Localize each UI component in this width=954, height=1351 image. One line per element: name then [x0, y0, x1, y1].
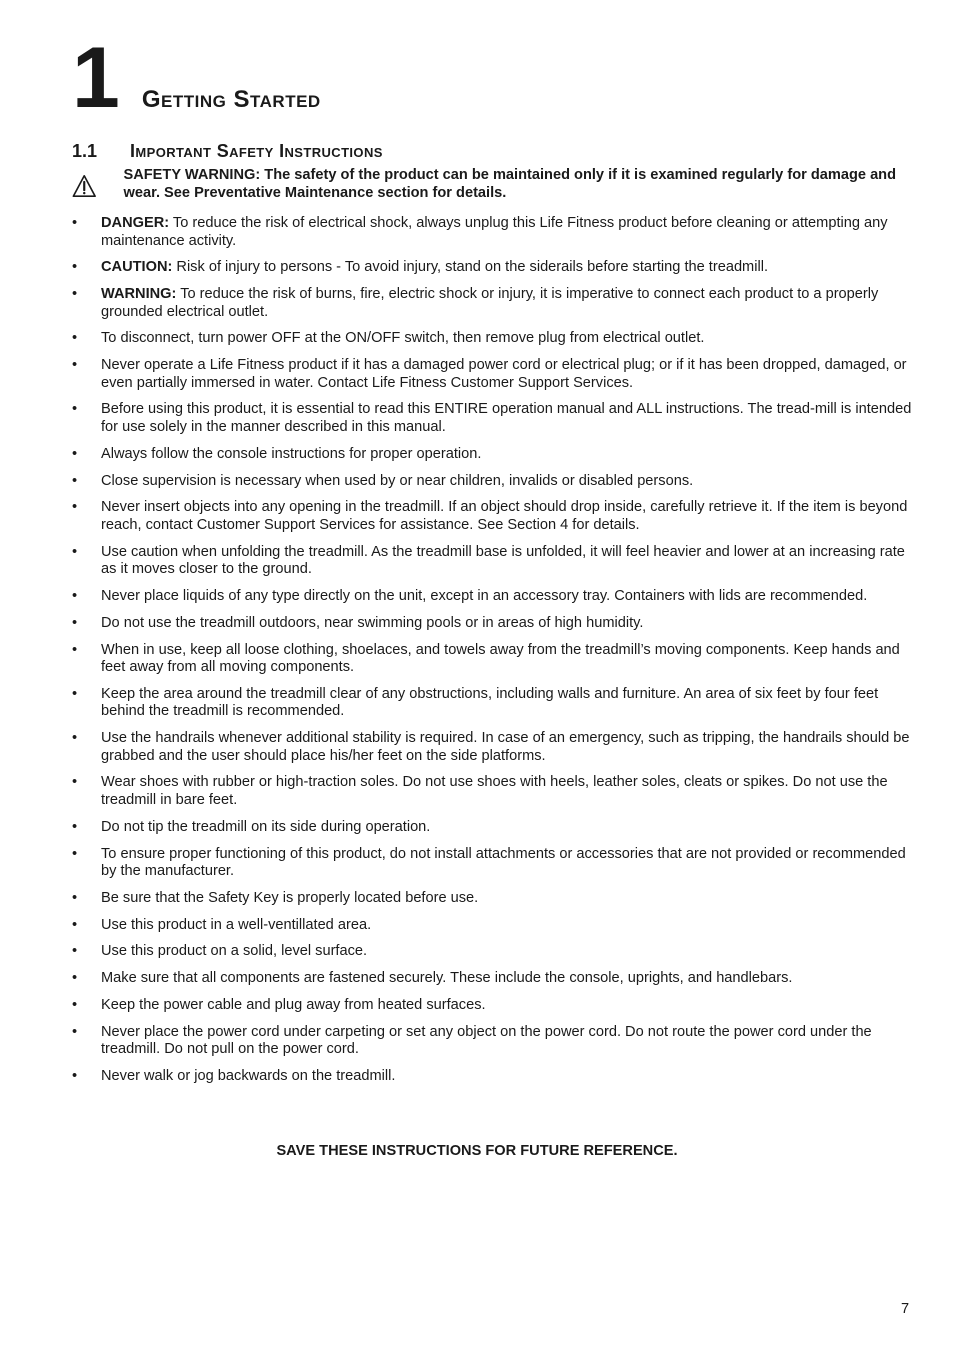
- instruction-label: WARNING:: [101, 286, 177, 303]
- bullet-marker: •: [72, 543, 78, 560]
- bullet-marker: •: [72, 499, 78, 516]
- instruction-text: Never insert objects into any opening in the treadmill. If an object should drop inside, carefully retrieve it. If the item is beyond reach, contact Customer Support Services for assistance. See Section 4 for details.: [101, 499, 908, 533]
- safety-warning: [72, 167, 912, 204]
- instruction-text: Do not use the treadmill outdoors, near swimming pools or in areas of high humidity.: [101, 614, 644, 631]
- section-number: 1.1: [72, 141, 98, 161]
- instruction-item: [72, 401, 912, 436]
- instruction-item: [72, 446, 912, 464]
- instruction-item: [72, 499, 912, 534]
- instruction-item: [72, 357, 912, 392]
- safety-warning-text: SAFETY WARNING: The safety of the product can be maintained only if it is examined regularly for damage and wear. See Preventative Maintenance section for details.: [123, 167, 897, 201]
- instruction-label: CAUTION:: [101, 259, 173, 276]
- instruction-item: [72, 943, 912, 961]
- bullet-marker: •: [72, 215, 78, 231]
- chapter-heading: [72, 30, 321, 126]
- bullet-marker: •: [72, 1068, 78, 1085]
- instruction-text: Never place liquids of any type directly on the unit, except in an accessory tray. Containers with lids are recommended.: [101, 587, 868, 604]
- instruction-text: Close supervision is necessary when used by or near children, invalids or disabled persons.: [101, 472, 694, 489]
- bullet-marker: •: [72, 286, 78, 303]
- instruction-item: [72, 997, 912, 1015]
- instruction-text: Never operate a Life Fitness product if it has a damaged power cord or electrical plug; or if it has been dropped, damaged, or even partially immersed in water. Contact Life Fitness Customer Support Services.: [101, 357, 907, 391]
- instruction-text: Keep the power cable and plug away from heated surfaces.: [101, 997, 486, 1014]
- instruction-text: Never walk or jog backwards on the treadmill.: [101, 1068, 396, 1085]
- instruction-item: [72, 774, 912, 809]
- instruction-item: [72, 259, 912, 277]
- instruction-item: [72, 1024, 912, 1059]
- warning-triangle-icon: [72, 168, 96, 204]
- instruction-item: [72, 473, 912, 491]
- page-number: 7: [901, 1301, 910, 1317]
- instruction-text: To reduce the risk of burns, fire, electric shock or injury, it is imperative to connect each product to a properly grounded electrical outlet.: [101, 286, 879, 320]
- instruction-text: Do not tip the treadmill on its side during operation.: [101, 818, 431, 835]
- instruction-text: Use caution when unfolding the treadmill. As the treadmill base is unfolded, it will feel heavier and lower at an increasing rate as it moves closer to the ground.: [101, 543, 905, 578]
- bullet-marker: •: [72, 401, 78, 418]
- instruction-text: Make sure that all components are fastened securely. These include the console, uprights, and handlebars.: [101, 970, 793, 987]
- bullet-marker: •: [72, 970, 78, 987]
- instruction-item: [72, 642, 912, 677]
- bullet-marker: •: [72, 997, 78, 1014]
- instruction-text: Never place the power cord under carpeting or set any object on the power cord. Do not route the power cord under the treadmill. Do not pull on the power cord.: [101, 1023, 872, 1058]
- instruction-text: Wear shoes with rubber or high-traction soles. Do not use shoes with heels, leather soles, cleats or spikes. Do not use the treadmill in bare feet.: [101, 774, 888, 808]
- chapter-number: 1: [72, 30, 118, 126]
- bullet-marker: •: [72, 916, 78, 933]
- instruction-item: [72, 215, 912, 250]
- bullet-marker: •: [72, 472, 78, 489]
- instruction-item: [72, 917, 912, 935]
- instruction-text: To disconnect, turn power OFF at the ON/OFF switch, then remove plug from electrical outlet.: [101, 330, 705, 347]
- instruction-text: Use this product on a solid, level surface.: [101, 943, 368, 960]
- bullet-marker: •: [72, 943, 78, 960]
- section-heading: [72, 141, 383, 162]
- instruction-text: Use this product in a well-ventillated area.: [101, 916, 372, 933]
- bullet-marker: •: [72, 641, 78, 658]
- bullet-marker: •: [72, 1023, 78, 1040]
- instruction-text: When in use, keep all loose clothing, shoelaces, and towels away from the treadmill’s moving components. Keep hands and feet away from all moving components.: [101, 641, 900, 676]
- safety-instructions-list: [72, 215, 912, 1095]
- instruction-text: Keep the area around the treadmill clear of any obstructions, including walls and furniture. An area of six feet by four feet behind the treadmill is recommended.: [101, 685, 879, 720]
- instruction-item: [72, 330, 912, 348]
- instruction-item: [72, 846, 912, 881]
- bullet-marker: •: [72, 330, 78, 347]
- instruction-text: Be sure that the Safety Key is properly located before use.: [101, 889, 479, 906]
- bullet-marker: •: [72, 685, 78, 702]
- save-instructions-note: SAVE THESE INSTRUCTIONS FOR FUTURE REFERENCE.: [276, 1143, 678, 1159]
- bullet-marker: •: [72, 259, 78, 276]
- instruction-item: [72, 588, 912, 606]
- instruction-item: [72, 970, 912, 988]
- bullet-marker: •: [72, 845, 78, 862]
- instruction-text: Risk of injury to persons - To avoid injury, stand on the siderails before starting the treadmill.: [172, 259, 768, 276]
- bullet-marker: •: [72, 587, 78, 604]
- instruction-item: [72, 615, 912, 633]
- instruction-text: Use the handrails whenever additional stability is required. In case of an emergency, such as tripping, the handrails should be grabbed and the user should place his/her feet on the side platforms.: [101, 730, 910, 764]
- instruction-item: [72, 286, 912, 321]
- instruction-item: [72, 544, 912, 579]
- instruction-item: [72, 819, 912, 837]
- instruction-text: To reduce the risk of electrical shock, always unplug this Life Fitness product before cleaning or attempting any maintenance activity.: [101, 215, 888, 249]
- instruction-item: [72, 890, 912, 908]
- instruction-text: To ensure proper functioning of this product, do not install attachments or accessories that are not provided or recommended by the manufacturer.: [101, 845, 906, 880]
- instruction-item: [72, 1068, 912, 1086]
- instruction-item: [72, 686, 912, 721]
- bullet-marker: •: [72, 818, 78, 835]
- instruction-text: Always follow the console instructions for proper operation.: [101, 445, 482, 462]
- bullet-marker: •: [72, 730, 78, 747]
- instruction-item: [72, 730, 912, 765]
- bullet-marker: •: [72, 889, 78, 906]
- bullet-marker: •: [72, 614, 78, 631]
- instruction-label: DANGER:: [101, 215, 170, 231]
- instruction-text: Before using this product, it is essential to read this ENTIRE operation manual and ALL instructions. The tread-mill is intended for use solely in the manner described in this manual.: [101, 401, 912, 435]
- section-title: Important Safety Instructions: [130, 141, 383, 161]
- bullet-marker: •: [72, 774, 78, 791]
- bullet-marker: •: [72, 445, 78, 462]
- bullet-marker: •: [72, 357, 78, 374]
- chapter-title: Getting Started: [141, 86, 321, 113]
